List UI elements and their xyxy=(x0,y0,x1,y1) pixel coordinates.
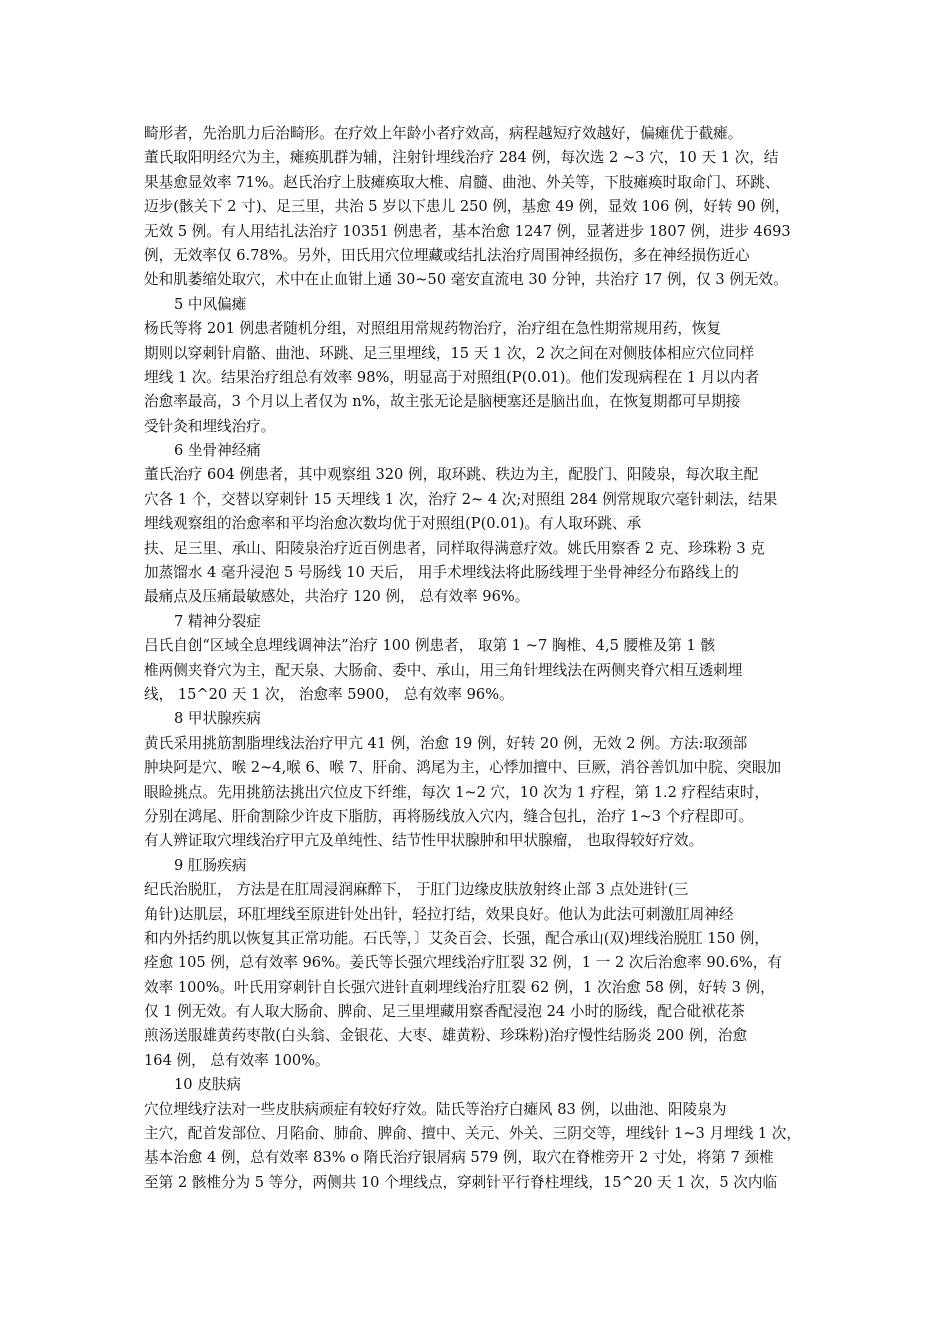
text-line: 受针灸和埋线治疗。 xyxy=(144,417,276,435)
text-line: 最痛点及压痛最敏感处，共治疗 120 例， 总有效率 96%。 xyxy=(144,588,530,606)
text-line: 畸形者，先治肌力后治畸形。在疗效上年龄小者疗效高，病程越短疗效越好，偏瘫优于截瘫。 xyxy=(144,125,743,142)
section-heading: 8 甲状腺疾病 xyxy=(174,710,261,728)
text-line: 基本治愈 4 例，总有效率 83% o 隋氏治疗银屑病 579 例，取穴在脊椎旁开 2 寸处，将第 7 颈椎 xyxy=(144,1149,774,1167)
text-line: 仅 1 例无效。有人取大肠俞、脾俞、足三里埋藏用察香配浸泡 24 小时的肠线，配合砒袱花茶 xyxy=(144,1003,745,1021)
text-line: 至第 2 骸椎分为 5 等分，两侧共 10 个埋线点，穿刺针平行脊柱埋线，15^20 天 1 次，5 次内临 xyxy=(144,1173,778,1191)
text-line: 和内外括约肌以恢复其正常功能。石氏等，〕艾灸百会、长强，配合承山(双)埋线治脱肛 150 例， xyxy=(144,929,769,947)
text-line: 穴位埋线疗法对一些皮肤病顽症有较好疗效。陆氏等治疗白瘫风 83 例，以曲池、阳陵泉为 xyxy=(144,1100,727,1118)
text-line: 椎两侧夹脊穴为主，配天泉、大肠俞、委中、承山，用三角针埋线法在两侧夹脊穴相互透刺埋 xyxy=(144,661,743,679)
text-line: 煎汤送服雄黄药枣散(白头翁、金银花、大枣、雄黄粉、珍珠粉)治疗慢性结肠炎 200 例，治愈 xyxy=(144,1027,748,1045)
text-line: 角针)达肌层，环肛埋线至原进针处出针，轻拉打结，效果良好。他认为此法可刺激肛周神经 xyxy=(144,905,734,923)
text-line: 164 例， 总有效率 100%。 xyxy=(144,1051,330,1069)
text-line: 处和肌萎缩处取穴，术中在止血钳上通 30~50 毫安直流电 30 分钟，共治疗 17 例，仅 3 例无效。 xyxy=(144,271,788,289)
text-line: 迈步(骸关下 2 寸)、足三里，共治 5 岁以下患儿 250 例，基愈 49 例，显效 106 例，好转 90 例， xyxy=(144,198,790,216)
section-heading: 5 中风偏瘫 xyxy=(174,295,247,313)
document-page xyxy=(144,122,804,1195)
text-line: 无效 5 例。有人用结扎法治疗 10351 例患者，基本治愈 1247 例，显著进步 1807 例，进步 4693 xyxy=(144,222,791,240)
text-line: 肿块阿是穴、喉 2~4,喉 6、喉 7、肝俞、鸿尾为主，心悸加擅中、巨厥，消谷善饥加中脘、突眼加 xyxy=(144,759,782,777)
text-line: 杨氏等将 201 例患者随机分组，对照组用常规药物治疗，治疗组在急性期常规用药，恢复 xyxy=(144,320,722,338)
text-line: 眼睑挑点。先用挑筋法挑出穴位皮下纤维，每次 1~2 穴，10 次为 1 疗程，第 1.2 疗程结束时， xyxy=(144,783,770,801)
text-line: 董氏取阳明经穴为主，瘫痪肌群为辅，注射针埋线治疗 284 例，每次选 2 ~3 穴，10 天 1 次，结 xyxy=(144,149,779,167)
section-heading: 9 肛肠疾病 xyxy=(174,856,247,874)
section-heading: 10 皮肤病 xyxy=(174,1076,241,1094)
text-line: 治愈率最高，3 个月以上者仅为 n%，故主张无论是脑梗塞还是脑出血，在恢复期都可早期接 xyxy=(144,393,741,411)
text-line: 穴各 1 个，交替以穿刺针 15 天埋线 1 次，治疗 2~ 4 次;对照组 284 例常规取穴毫针刺法，结果 xyxy=(144,490,778,508)
text-line: 果基愈显效率 71%。赵氏治疗上肢瘫痪取大椎、肩髓、曲池、外关等，下肢瘫痪时取命门、环跳、 xyxy=(144,173,780,191)
section-heading: 7 精神分裂症 xyxy=(174,612,261,630)
text-line: 线， 15^20 天 1 次， 治愈率 5900， 总有效率 96%。 xyxy=(144,685,514,703)
text-line: 有人辨证取穴埋线治疗甲亢及单纯性、结节性甲状腺肿和甲状腺瘤， 也取得较好疗效。 xyxy=(144,832,704,850)
text-line: 埋线 1 次。结果治疗组总有效率 98%，明显高于对照组(P(0.01)。他们发现病程在 1 月以内者 xyxy=(144,368,760,386)
text-line: 例，无效率仅 6.78%。另外，田氏用穴位埋藏或结扎法治疗周围神经损伤，多在神经损伤近心 xyxy=(144,246,750,264)
text-line: 期则以穿刺针肩骼、曲池、环跳、足三里埋线，15 天 1 次，2 次之间在对侧肢体相应穴位同样 xyxy=(144,344,755,362)
text-line: 纪氏治脱肛， 方法是在肛周浸润麻醉下， 于肛门边缘皮肤放射终止部 3 点处进针(三 xyxy=(144,881,689,899)
section-heading: 6 坐骨神经痛 xyxy=(174,442,261,460)
text-line: 分别在鸿尾、肝俞割除少许皮下脂肪，再将肠线放入穴内，缝合包扎，治疗 1~3 个疗程即可。 xyxy=(144,807,754,825)
text-line: 扶、足三里、承山、阳陵泉治疗近百例患者，同样取得满意疗效。姚氏用察香 2 克、珍珠粉 3 克 xyxy=(144,539,765,557)
text-line: 加蒸馏水 4 毫升浸泡 5 号肠线 10 天后， 用手术埋线法将此肠线埋于坐骨神经分布路线上的 xyxy=(144,564,739,582)
text-line: 主穴，配首发部位、月陷俞、肺俞、脾俞、擅中、关元、外关、三阴交等，埋线针 1~3 月埋线 1 次， xyxy=(144,1125,801,1143)
text-line: 埋线观察组的治愈率和平均治愈次数均优于对照组(P(0.01)。有人取环跳、承 xyxy=(144,515,642,533)
text-line: 效率 100%。叶氏用穿刺针自长强穴进针直刺埋线治疗肛裂 62 例，1 次治愈 58 例，好转 3 例， xyxy=(144,978,775,996)
text-line: 黄氏采用挑筋割脂埋线法治疗甲亢 41 例，治愈 19 例，好转 20 例，无效 2 例。方法:取颈部 xyxy=(144,734,748,752)
text-line: 董氏治疗 604 例患者，其中观察组 320 例，取环跳、秩边为主，配股门、阳陵泉，每次取主配 xyxy=(144,466,759,484)
text-line: 痊愈 105 例，总有效率 96%。姜氏等长强穴埋线治疗肛裂 32 例，1 一 2 次后治愈率 90.6%，有 xyxy=(144,954,782,972)
text-line: 吕氏自创“区域全息埋线调神法”治疗 100 例患者， 取第 1 ~7 胸椎、4,5 腰椎及第 1 骸 xyxy=(144,637,716,655)
